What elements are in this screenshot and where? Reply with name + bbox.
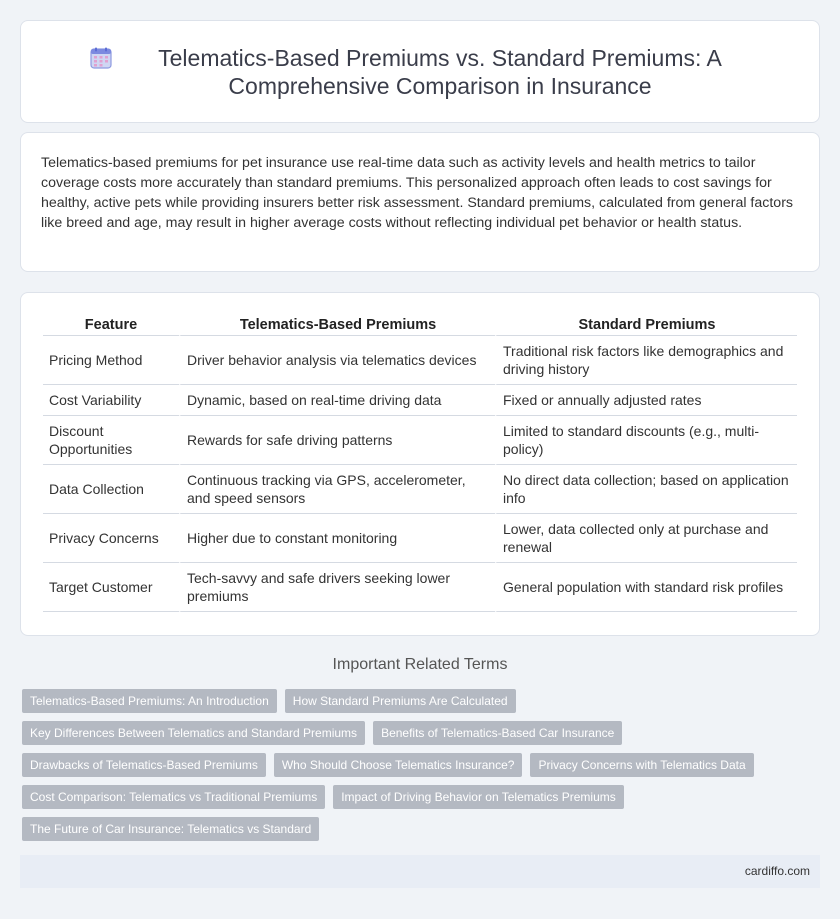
table-row bbox=[43, 336, 797, 385]
table-row bbox=[43, 385, 797, 416]
footer-site-link[interactable]: cardiffo.com bbox=[744, 864, 810, 878]
table-cell: Driver behavior analysis via telematics devices bbox=[179, 336, 495, 385]
related-term-tag[interactable]: Telematics-Based Premiums: An Introduction bbox=[22, 689, 277, 713]
table-cell: Higher due to constant monitoring bbox=[179, 514, 495, 563]
related-term-tag[interactable]: Privacy Concerns with Telematics Data bbox=[530, 753, 753, 777]
table-cell: Rewards for safe driving patterns bbox=[179, 416, 495, 465]
footer bbox=[20, 855, 820, 888]
title-card bbox=[20, 20, 820, 123]
table-cell: Discount Opportunities bbox=[43, 416, 179, 465]
related-term-tag[interactable]: Cost Comparison: Telematics vs Traditional Premiums bbox=[22, 785, 325, 809]
table-row bbox=[43, 514, 797, 563]
table-cell: General population with standard risk profiles bbox=[495, 563, 797, 612]
table-cell: Tech-savvy and safe drivers seeking lower premiums bbox=[179, 563, 495, 612]
header-standard: Standard Premiums bbox=[495, 313, 797, 336]
header-feature: Feature bbox=[43, 313, 179, 336]
related-term-tag[interactable]: Benefits of Telematics-Based Car Insurance bbox=[373, 721, 622, 745]
table-cell: Continuous tracking via GPS, accelerometer, and speed sensors bbox=[179, 465, 495, 514]
table-cell: Fixed or annually adjusted rates bbox=[495, 385, 797, 416]
related-terms-title: Important Related Terms bbox=[332, 656, 508, 673]
intro-text: Telematics-based premiums for pet insurance use real-time data such as activity levels and health metrics to tailor coverage costs more accurately than standard premiums. This personalized approach often leads to cost savings for healthy, active pets while providing insurers better risk assessment. Standard premiums, calculated from general factors like breed and age, may result in higher average costs without reflecting individual pet behavior or health status. bbox=[41, 155, 794, 231]
table-cell: Cost Variability bbox=[43, 385, 179, 416]
related-term-tag[interactable]: How Standard Premiums Are Calculated bbox=[285, 689, 516, 713]
related-term-tag[interactable]: The Future of Car Insurance: Telematics vs Standard bbox=[22, 817, 319, 841]
table-row bbox=[43, 465, 797, 514]
table-cell: Traditional risk factors like demographics and driving history bbox=[495, 336, 797, 385]
comparison-table bbox=[43, 313, 797, 612]
table-header-row bbox=[43, 313, 797, 336]
header-telematics: Telematics-Based Premiums bbox=[179, 313, 495, 336]
table-cell: Data Collection bbox=[43, 465, 179, 514]
table-cell: Dynamic, based on real-time driving data bbox=[179, 385, 495, 416]
comparison-table-card bbox=[20, 292, 820, 636]
page-title: Telematics-Based Premiums vs. Standard Premiums: A Comprehensive Comparison in Insurance bbox=[158, 44, 722, 99]
related-terms-tags bbox=[22, 689, 812, 849]
table-cell: Limited to standard discounts (e.g., multi-policy) bbox=[495, 416, 797, 465]
related-term-tag[interactable]: Drawbacks of Telematics-Based Premiums bbox=[22, 753, 266, 777]
table-row bbox=[43, 416, 797, 465]
calendar-icon bbox=[90, 47, 112, 69]
table-cell: Privacy Concerns bbox=[43, 514, 179, 563]
related-term-tag[interactable]: Key Differences Between Telematics and Standard Premiums bbox=[22, 721, 365, 745]
table-cell: Lower, data collected only at purchase and renewal bbox=[495, 514, 797, 563]
table-cell: Target Customer bbox=[43, 563, 179, 612]
table-cell: No direct data collection; based on application info bbox=[495, 465, 797, 514]
table-cell: Pricing Method bbox=[43, 336, 179, 385]
related-term-tag[interactable]: Impact of Driving Behavior on Telematics Premiums bbox=[333, 785, 624, 809]
related-term-tag[interactable]: Who Should Choose Telematics Insurance? bbox=[274, 753, 523, 777]
table-row bbox=[43, 563, 797, 612]
intro-card bbox=[20, 132, 820, 272]
